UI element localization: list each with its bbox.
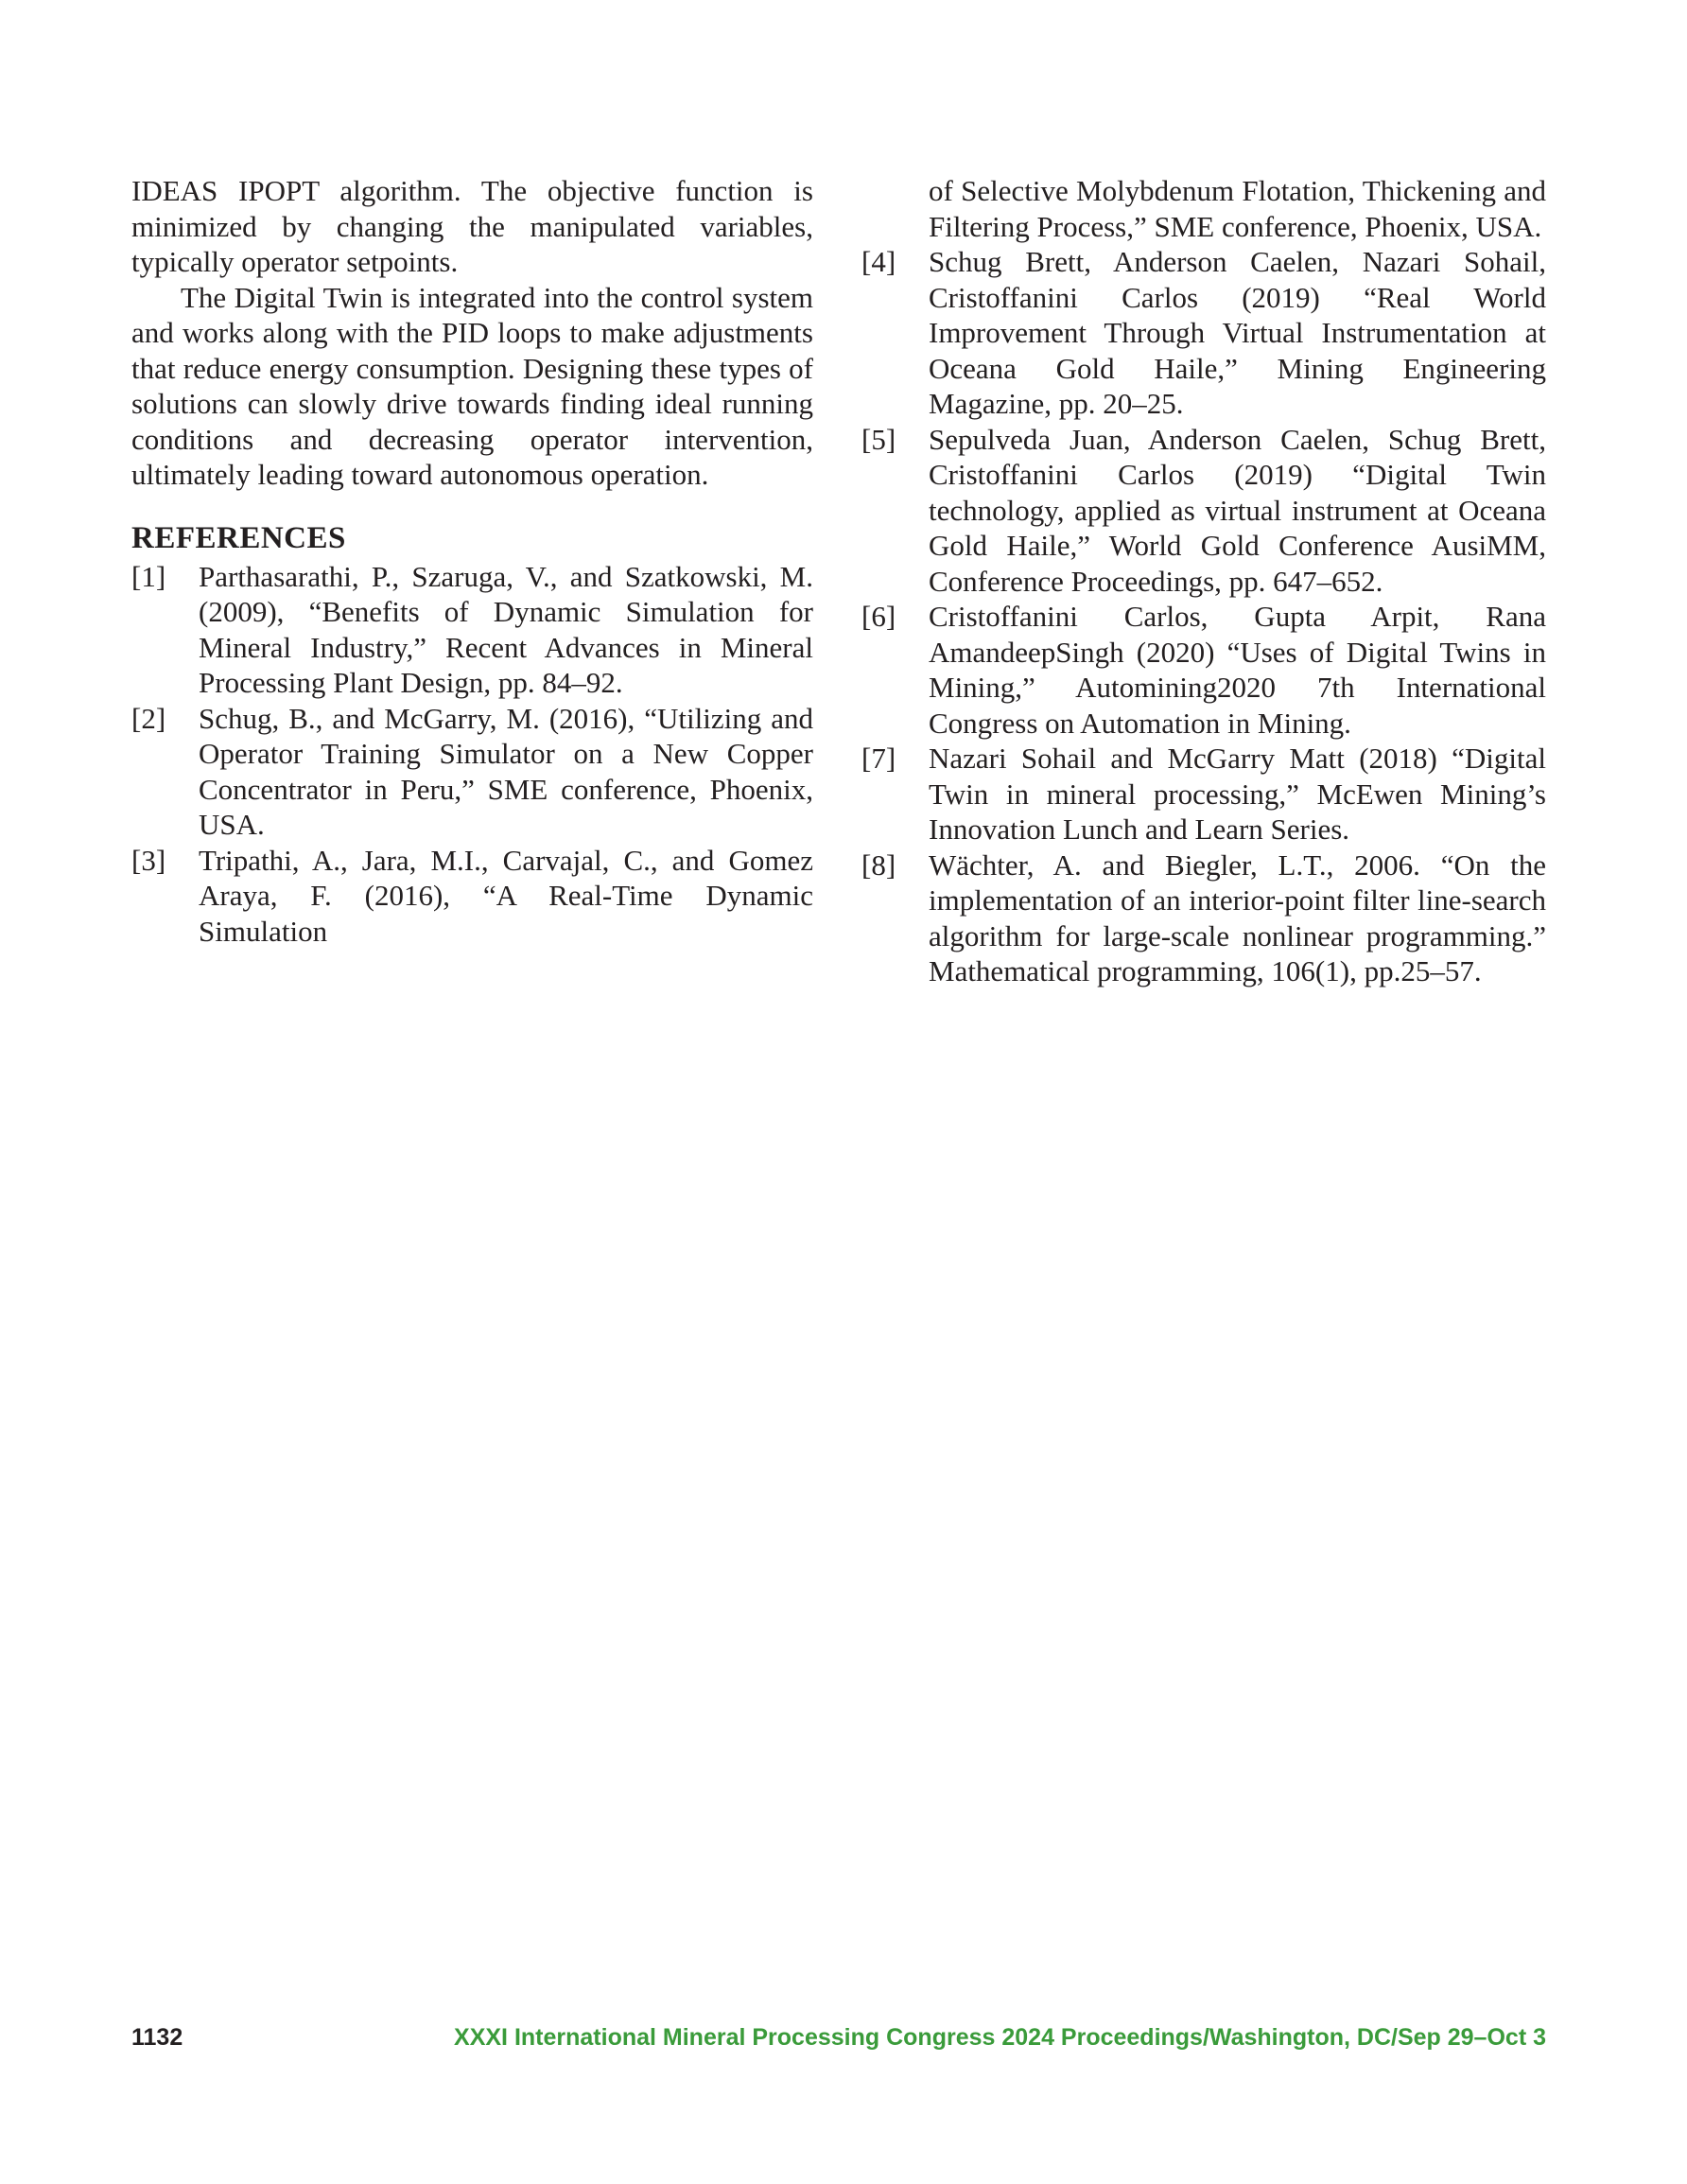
reference-number: [3] — [131, 843, 166, 877]
reference-item — [861, 741, 1546, 847]
left-column — [131, 173, 813, 949]
reference-number: [1] — [131, 559, 166, 593]
reference-list — [131, 559, 813, 950]
reference-number: [2] — [131, 701, 166, 735]
reference-number: [4] — [861, 245, 896, 278]
page-footer — [131, 2020, 1546, 2054]
reference-text: Sepulveda Juan, Anderson Caelen, Schug Brett, Cristoffanini Carlos (2019) “Digital Twin technology, applied as virtual instrument at Oceana Gold Haile,” World Gold Conference AusiMM, Conference Proceedings, pp. 647–652. — [929, 422, 1546, 598]
reference-text: Cristoffanini Carlos, Gupta Arpit, Rana AmandeepSingh (2020) “Uses of Digital Twins in Mining,” Automining2020 7th International Congress on Automation in Mining. — [929, 600, 1546, 740]
reference-number: [8] — [861, 847, 896, 882]
reference-item — [861, 599, 1546, 741]
reference-text: Schug, B., and McGarry, M. (2016), “Utilizing and Operator Training Simulator on a New Copper Concentrator in Peru,” SME conference, Phoenix, USA. — [199, 701, 813, 841]
reference-text: Parthasarathi, P., Szaruga, V., and Szatkowski, M. (2009), “Benefits of Dynamic Simulation for Mineral Industry,” Recent Advances in Mineral Processing Plant Design, pp. 84–92. — [199, 559, 813, 699]
reference-item — [861, 422, 1546, 600]
running-footer-title: XXXI International Mineral Processing Congress 2024 Proceedings/Washington, DC/Sep 29–Oct 3 — [454, 2024, 1546, 2051]
reference-number: [6] — [861, 600, 896, 633]
right-column — [861, 173, 1546, 989]
references-heading: REFERENCES — [131, 520, 346, 555]
reference-text: Wächter, A. and Biegler, L.T., 2006. “On the implementation of an interior-point filter line-search algorithm for large-scale nonlinear programming.” Mathematical programming, 106(1), pp.25–57. — [929, 847, 1546, 987]
reference-item — [861, 244, 1546, 422]
reference-list — [861, 244, 1546, 989]
reference-text: Tripathi, A., Jara, M.I., Carvajal, C., and Gomez Araya, F. (2016), “A Real-Time Dynamic Simulation — [199, 843, 813, 948]
reference-item — [131, 843, 813, 950]
reference-item — [131, 559, 813, 701]
reference-text: Nazari Sohail and McGarry Matt (2018) “Digital Twin in mineral processing,” McEwen Mining’s Innovation Lunch and Learn Series. — [929, 742, 1546, 846]
reference-number: [7] — [861, 742, 896, 775]
reference-number: [5] — [861, 422, 896, 456]
reference-text: Schug Brett, Anderson Caelen, Nazari Sohail, Cristoffanini Carlos (2019) “Real World Improvement Through Virtual Instrumentation at Oceana Gold Haile,” Mining Engineering Magazine, pp. 20–25. — [929, 245, 1546, 420]
reference-item — [131, 701, 813, 843]
page-number: 1132 — [131, 2024, 183, 2051]
body-paragraph: The Digital Twin is integrated into the control system and works along with the PID loops to make adjustments that reduce energy consumption. Designing these types of solutions can slowly drive towards finding ideal running conditions and decreasing operator intervention, ultimately leading toward autonomous operation. — [131, 280, 813, 491]
reference-continuation: of Selective Molybdenum Flotation, Thickening and Filtering Process,” SME conference, Phoenix, USA. — [929, 174, 1546, 243]
body-paragraph: IDEAS IPOPT algorithm. The objective function is minimized by changing the manipulated variables, typically operator setpoints. — [131, 174, 813, 278]
reference-item — [861, 847, 1546, 989]
